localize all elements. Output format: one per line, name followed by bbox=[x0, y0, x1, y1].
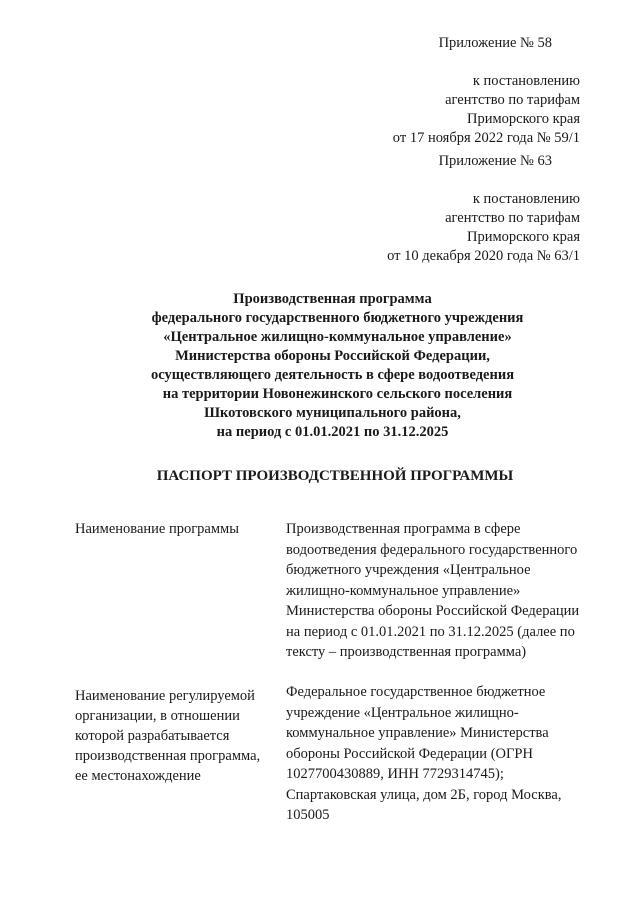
annex-line: Приморского края bbox=[466, 111, 580, 127]
value-line: тексту – производственная программа) bbox=[286, 644, 527, 660]
label-line: которой разрабатывается bbox=[75, 728, 230, 744]
annex-line: от 10 декабря 2020 года № 63/1 bbox=[387, 248, 580, 264]
label-line: Наименование программы bbox=[75, 521, 239, 537]
passport-title: ПАСПОРТ ПРОИЗВОДСТВЕННОЙ ПРОГРАММЫ bbox=[156, 468, 514, 484]
annex-line: агентство по тарифам bbox=[445, 210, 580, 226]
passport-row-value bbox=[286, 682, 596, 826]
heading-line: Министерства обороны Российской Федерации, bbox=[175, 348, 490, 364]
value-line: коммунальное управление» Министерства bbox=[286, 725, 549, 741]
heading-line: Шкотовского муниципального района, bbox=[204, 405, 461, 421]
annex-block-58 bbox=[0, 34, 580, 148]
label-line: производственная программа, bbox=[75, 748, 261, 764]
value-line: водоотведения федерального государственного bbox=[286, 541, 578, 558]
value-line: учреждение «Центральное жилищно- bbox=[286, 704, 519, 721]
passport-row-label bbox=[75, 686, 275, 786]
heading-line: осуществляющего деятельность в сфере водоотведения bbox=[150, 367, 515, 383]
value-line: обороны Российской Федерации (ОГРН bbox=[286, 745, 533, 762]
annex-line: Приморского края bbox=[466, 229, 580, 245]
document-heading bbox=[0, 290, 640, 442]
annex-title: Приложение № 63 bbox=[438, 153, 552, 169]
annex-line: к постановлению bbox=[472, 191, 580, 207]
annex-line: агентство по тарифам bbox=[445, 92, 580, 108]
value-line: на период с 01.01.2021 по 31.12.2025 (далее по bbox=[286, 623, 575, 640]
passport-row-value bbox=[286, 519, 596, 663]
value-line: 1027700430889, ИНН 7729314745); bbox=[286, 766, 504, 782]
heading-line: «Центральное жилищно-коммунальное управление» bbox=[163, 329, 512, 345]
annex-line: от 17 ноября 2022 года № 59/1 bbox=[392, 130, 580, 146]
value-line: Спартаковская улица, дом 2Б, город Москва, bbox=[286, 786, 562, 803]
heading-line: Производственная программа bbox=[233, 291, 432, 307]
label-line: ее местонахождение bbox=[75, 768, 201, 784]
value-line: бюджетного учреждения «Центральное bbox=[286, 562, 531, 578]
label-line: Наименование регулируемой bbox=[75, 688, 255, 704]
heading-line: на территории Новонежинского сельского поселения bbox=[162, 386, 513, 402]
heading-line: федерального государственного бюджетного учреждения bbox=[151, 310, 524, 326]
value-line: жилищно-коммунальное управление» bbox=[286, 582, 521, 599]
heading-line: на период с 01.01.2021 по 31.12.2025 bbox=[216, 424, 449, 440]
value-line: Производственная программа в сфере bbox=[286, 521, 521, 537]
spacer bbox=[0, 53, 580, 72]
value-line: 105005 bbox=[286, 807, 330, 823]
annex-title: Приложение № 58 bbox=[438, 35, 552, 51]
value-line: Федеральное государственное бюджетное bbox=[286, 684, 546, 700]
label-line: организации, в отношении bbox=[75, 708, 240, 724]
value-line: Министерства обороны Российской Федерации bbox=[286, 603, 580, 619]
annex-line: к постановлению bbox=[472, 73, 580, 89]
spacer bbox=[0, 171, 580, 190]
passport-row-label bbox=[75, 519, 275, 540]
annex-block-63 bbox=[0, 152, 580, 266]
